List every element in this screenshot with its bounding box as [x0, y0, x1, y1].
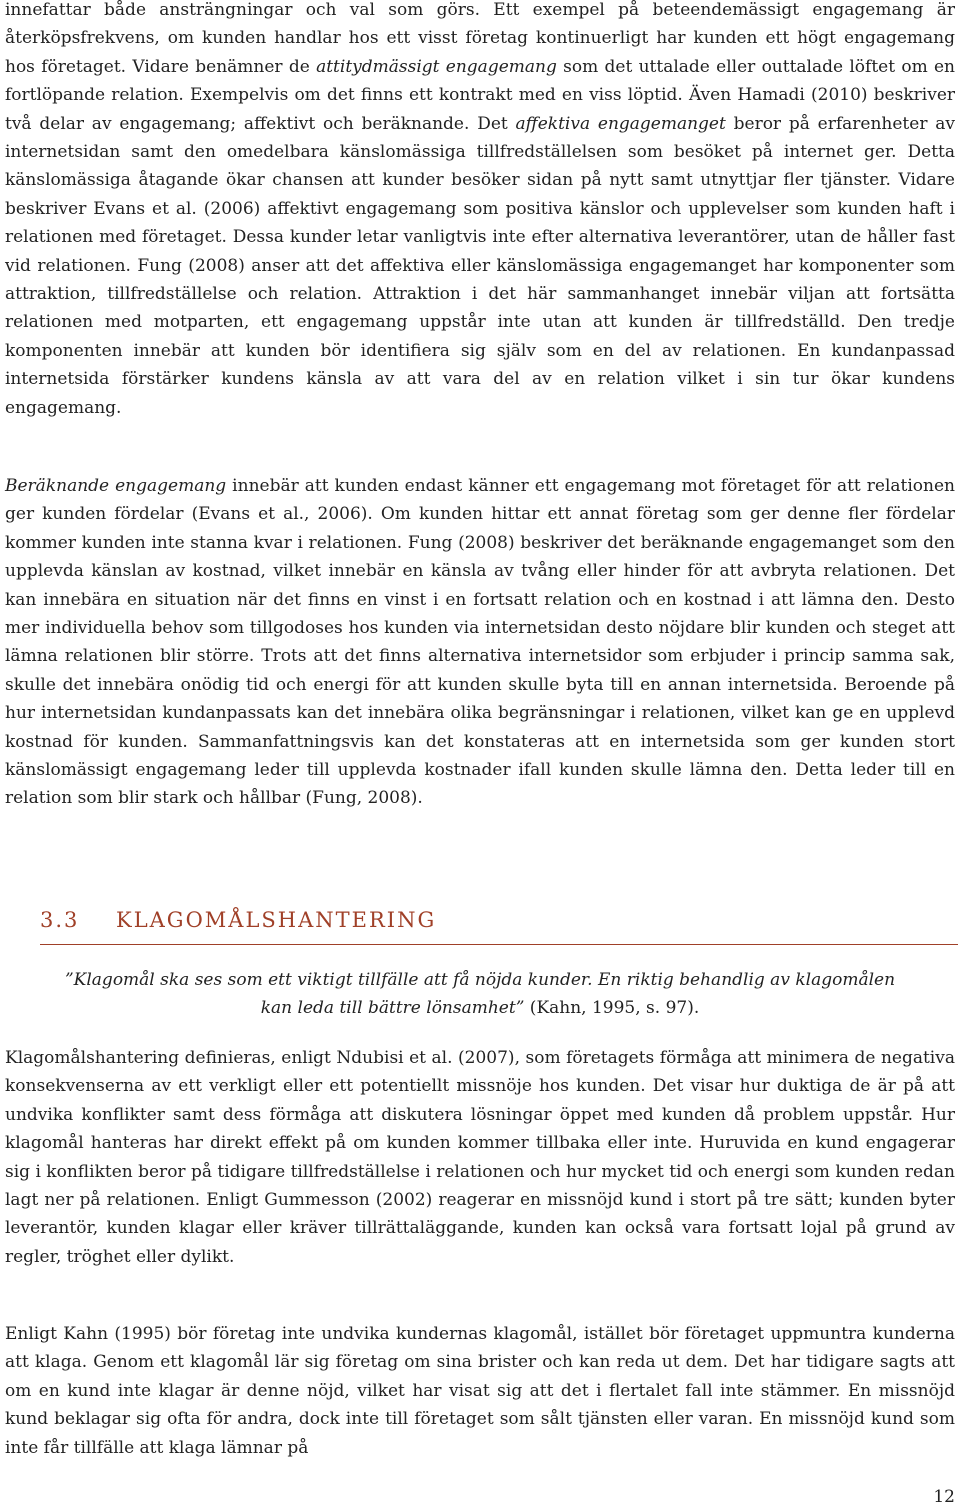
- emphasis-text: Beräknande engagemang: [5, 476, 227, 496]
- text-run: beror på erfarenheter av internetsidan samt den omedelbara känslomässiga tillfredställelsen som besöket på internet ger. Detta känslomässiga åtagande ökar chansen att kunder besöker sidan på nytt samt utnyttjar fler tjänster. Vidare beskriver Evans et al. (2006) affektivt engagemang som positiva känslor och upplevelser som kunden haft i relationen med företaget. Dessa kunder letar vanligtvis inte efter alternativa leverantörer, utan de håller fast vid relationen. Fung (2008) anser att det affektiva eller känslomässiga engagemanget har komponenter som attraktion, tillfredställelse och relation. Attraktion i det här sammanhanget innebär viljan att fortsätta relationen med motparten, ett engagemang uppstår inte utan att kunden är tillfredställd. Den tredje komponenten innebär att kunden bör identifiera sig själv som en del av relationen. En kundanpassad internetsida förstärker kundens känsla av att vara del av en relation vilket i sin tur ökar kundens engagemang.: [5, 113, 955, 418]
- paragraph-engagement-types: [5, 0, 955, 422]
- text-run: innefattar både ansträngningar och val som görs. Ett exempel på beteendemässigt engagemang är återköpsfrekvens, om kunden handlar hos ett visst företag kontinuerligt har kunden ett högt engagemang hos företaget. Vidare benämner de: [5, 0, 955, 77]
- emphasis-text: attitydmässigt engagemang: [316, 56, 557, 77]
- quote-text: kan leda till bättre lönsamhet”: [260, 998, 525, 1019]
- quote-line-1: [5, 966, 955, 994]
- page-number: 12: [933, 1487, 955, 1507]
- section-heading: [40, 908, 958, 945]
- paragraph-kahn: Enligt Kahn (1995) bör företag inte undvika kundernas klagomål, istället bör företaget uppmuntra kunderna att klaga. Genom ett klagomål lär sig företag om sina brister och kan reda ut dem. Det har tidigare sagts att om en kund inte klagar är denne nöjd, vilket har visat sig att det i flertalet fall inte stämmer. En missnöjd kund beklagar sig ofta för andra, dock inte till företaget som sålt tjänsten eller varan. En missnöjd kund som inte får tillfälle att klaga lämnar på: [5, 1324, 955, 1458]
- quote-text: ”Klagomål ska ses som ett viktigt tillfälle att få nöjda kunder. En riktig behandlig av klagomålen: [64, 970, 896, 990]
- text-run: innebär att kunden endast känner ett engagemang mot företaget för att relationen ger kunden fördelar (Evans et al., 2006). Om kunden hittar ett annat företag som ger denne fler fördelar kommer kunden inte stanna kvar i relationen. Fung (2008) beskriver det beräknande engagemanget som den upplevda känslan av kostnad, vilket innebär en känsla av tvång eller hinder för att avbryta relationen. Det kan innebära en situation när det finns en vinst i en fortsatt relation och en kostnad i att lämna den. Desto mer individuella behov som tillgodoses hos kunden via internetsidan desto nöjdare blir kunden och steget att lämna relationen blir större. Trots att det finns alternativa internetsidor som erbjuder i princip samma sak, skulle det innebära onödig tid och energi för att kunden skulle byta till en annan internetsida. Beroende på hur internetsidan kundanpassats kan det innebära olika begränsningar i relationen, vilket kan ge en upplevd kostnad för kunden. Sammanfattningsvis kan det konstateras att en internetsida som ger kunden stort känslomässigt engagemang leder till upplevda kostnader ifall kunden skulle lämna den. Detta leder till en relation som blir stark och hållbar (Fung, 2008).: [5, 476, 955, 809]
- emphasis-text: affektiva engagemanget: [515, 113, 726, 134]
- quote-line-2: [5, 994, 955, 1022]
- text-run: som det uttalade eller outtalade löftet om en fortlöpande relation. Exempelvis om det finns ett kontrakt med en viss löptid. Även Hamadi (2010) beskriver två delar av engagemang; affektivt och beräknande. Det: [5, 56, 955, 134]
- section-number: 3.3: [40, 908, 80, 932]
- quote-citation: (Kahn, 1995, s. 97).: [524, 998, 700, 1019]
- paragraph-calculative-engagement: [5, 472, 955, 813]
- paragraph-complaint-definition: Klagomålshantering definieras, enligt Ndubisi et al. (2007), som företagets förmåga att minimera de negativa konsekvenserna av ett verkligt eller ett potentiellt missnöje hos kunden. Det visar hur duktiga de är på att undvika konflikter samt dess förmåga att diskutera lösningar öppet med kunden då problem uppstår. Hur klagomål hanteras har direkt effekt på om kunden kommer tillbaka eller inte. Huruvida en kund engagerar sig i konflikten beror på tidigare tillfredställelse i relationen och hur mycket tid och energi som kunden redan lagt ner på relationen. Enligt Gummesson (2002) reagerar en missnöjd kund i stort på tre sätt; kunden byter leverantör, kunden klagar eller kräver tillrättaläggande, kunden kan också vara fortsatt lojal på grund av regler, tröghet eller dylikt.: [5, 1048, 955, 1267]
- section-title: KLAGOMÅLSHANTERING: [116, 908, 437, 932]
- block-quote: [5, 966, 955, 1023]
